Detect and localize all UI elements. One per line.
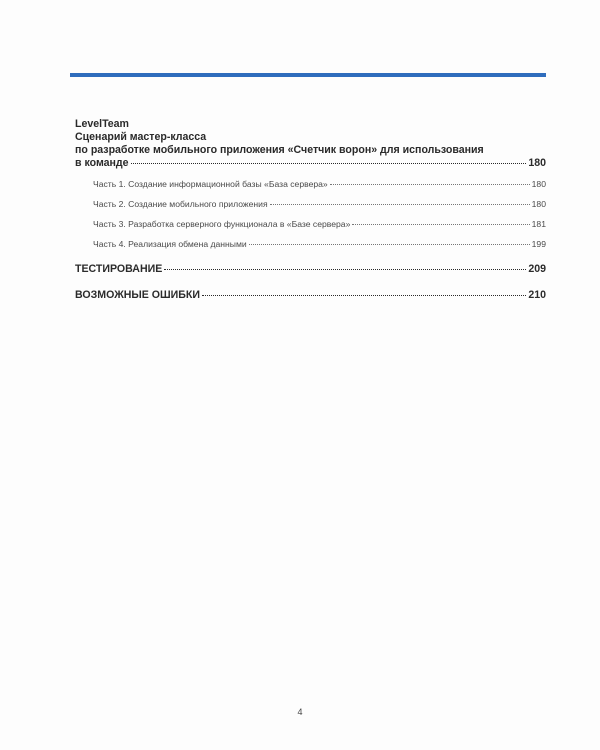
dot-leader [202, 295, 526, 296]
toc-subentry-label: Часть 2. Создание мобильного приложения [93, 199, 268, 209]
page-number: 4 [297, 707, 303, 717]
toc-subentry-page: 181 [531, 219, 546, 229]
toc-header-line: LevelTeam [75, 118, 129, 130]
dot-leader [164, 269, 526, 270]
header-rule [70, 73, 546, 77]
toc-section-testing[interactable] [75, 263, 546, 276]
dot-leader [352, 224, 529, 225]
toc-section-page: 209 [528, 263, 546, 275]
toc-section-label: ВОЗМОЖНЫЕ ОШИБКИ [75, 289, 200, 301]
dot-leader [249, 244, 530, 245]
toc-section-page: 210 [528, 289, 546, 301]
toc-section-errors[interactable] [75, 289, 546, 302]
toc-subentry-page: 180 [531, 179, 546, 189]
toc-subentry[interactable] [93, 239, 546, 250]
toc-header-line: по разработке мобильного приложения «Счетчик ворон» для использования [75, 144, 484, 156]
toc-entry-main[interactable] [75, 157, 546, 170]
dot-leader [131, 163, 527, 164]
toc-subentry[interactable] [93, 199, 546, 210]
toc-subentry[interactable] [93, 179, 546, 190]
toc-entry-page: 180 [528, 157, 546, 169]
toc-subentry-label: Часть 4. Реализация обмена данными [93, 239, 247, 249]
toc-subentry-label: Часть 3. Разработка серверного функционала в «Базе сервера» [93, 219, 351, 229]
toc-header-line: Сценарий мастер-класса [75, 131, 207, 143]
toc-subentry-page: 180 [531, 199, 546, 209]
toc-entry-label: в команде [75, 157, 129, 169]
dot-leader [270, 204, 530, 205]
toc-section-label: ТЕСТИРОВАНИЕ [75, 263, 163, 275]
table-of-contents [75, 118, 546, 302]
toc-subentry-label: Часть 1. Создание информационной базы «База сервера» [93, 179, 328, 189]
toc-subentry[interactable] [93, 219, 546, 230]
dot-leader [330, 184, 530, 185]
toc-subentry-page: 199 [531, 239, 546, 249]
